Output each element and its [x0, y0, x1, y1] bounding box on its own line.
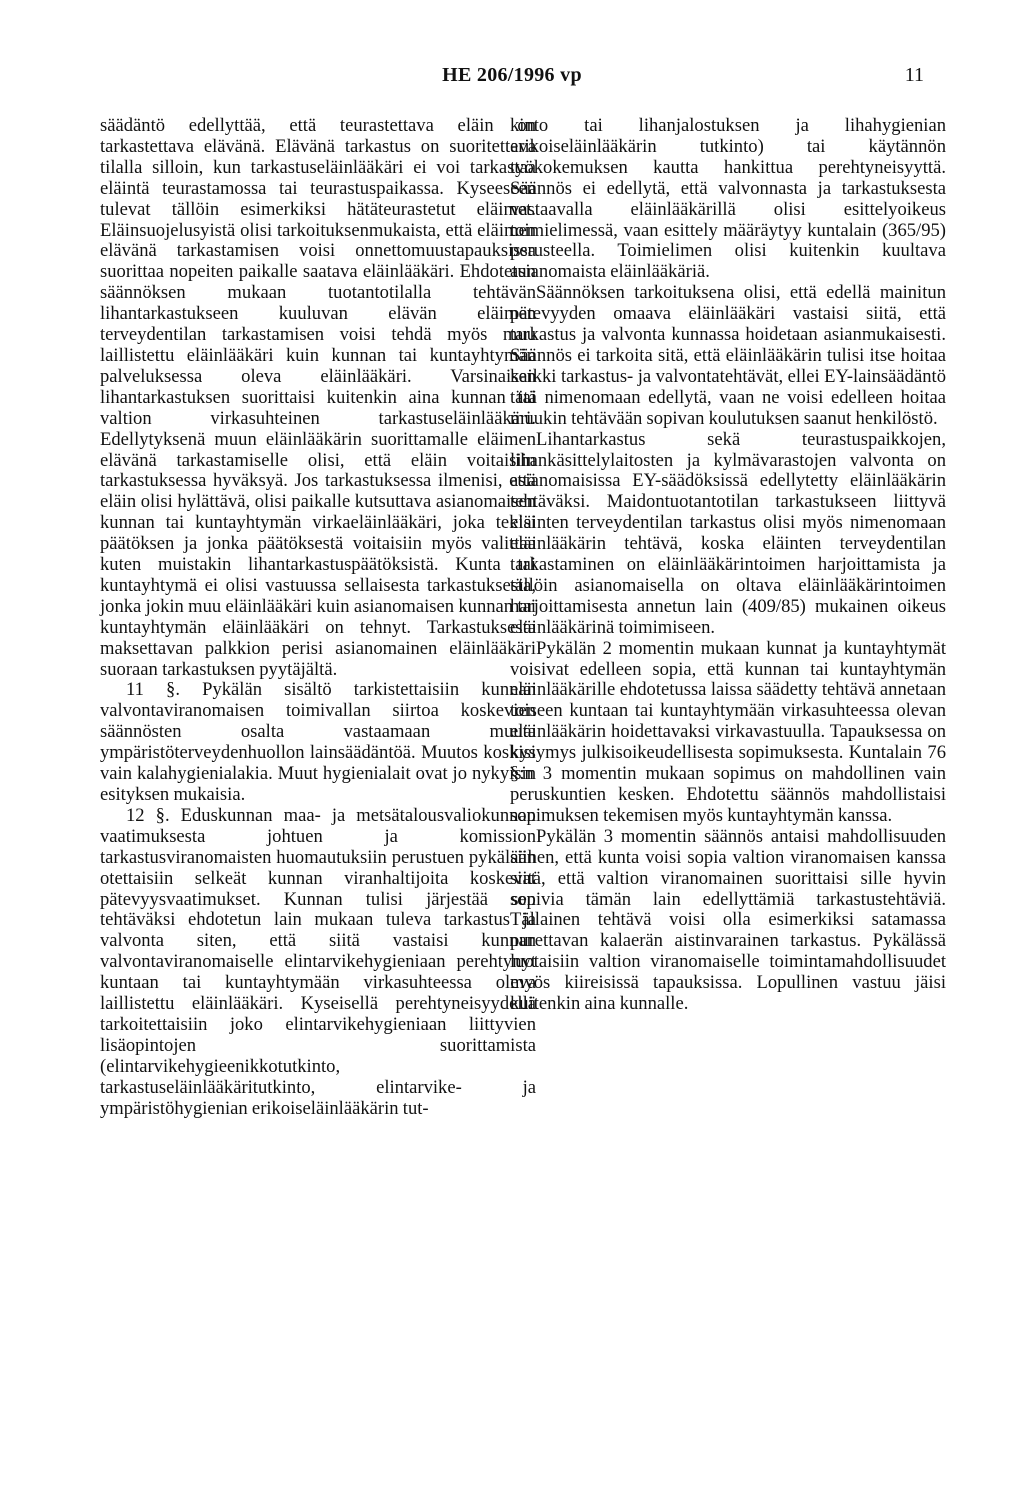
paragraph: Lihantarkastus sekä teurastuspaikkojen, lihankäsittelylaitosten ja kylmävarastojen valvonta on asianomaisissa EY-säädöksissä edellytetty eläinlääkärin tehtäväksi. Maidontuotantotilan tarkastukseen liittyvä eläinten terveydentilan tarkastus olisi myös nimenomaan eläinlääkärin tehtävä, koska eläinten terveydentilan tarkastaminen on eläinlääkärintoimen harjoittamista ja tällöin asianomaisella on oltava eläinlääkärintoimen harjoittamisesta annetun lain (409/85) mukainen oikeus eläinlääkärinä toimimiseen. [510, 428, 946, 638]
left-column [100, 116, 536, 1120]
paragraph: Pykälän 3 momentin säännös antaisi mahdollisuuden siihen, että kunta voisi sopia valtion viranomaisen kanssa siitä, että valtion viranomainen suorittaisi sille hyvin sopivia tämän lain edellyttämiä tarkastustehtäviä. Tällainen tehtävä voisi olla esimerkiksi satamassa purettavan kalaerän aistinvarainen tarkastus. Pykälässä luotaisiin valtion viranomaiselle toimintamahdollisuudet myös kiireisissä tapauksissa. Lopullinen vastuu jäisi kuitenkin aina kunnalle. [510, 825, 946, 1015]
page-header [0, 60, 1024, 90]
paragraph: 11 §. Pykälän sisältö tarkistettaisiin kunnan valvontaviranomaisen toimivallan siirtoa koskevien säännösten osalta vastaamaan muuta ympäristöterveydenhuollon lainsäädäntöä. Muutos koskisi vain kalahygienialakia. Muut hygienialait ovat jo nykyisin esityksen mukaisia. [100, 679, 536, 805]
paragraph: Säännöksen tarkoituksena olisi, että edellä mainitun pätevyyden omaava eläinlääkäri vastaisi siitä, että tarkastus ja valvonta kunnassa hoidetaan asianmukaisesti. Säännös ei tarkoita sitä, että eläinlääkärin tulisi itse hoitaa kaikki tarkastus- ja valvontatehtävät, ellei EY-lainsäädäntö tätä nimenomaan edellytä, vaan ne voisi edelleen hoitaa muukin tehtävään sopivan koulutuksen saanut henkilöstö. [510, 282, 946, 429]
page-number: 11 [904, 64, 924, 86]
right-column [510, 116, 946, 1015]
paragraph: Pykälän 2 momentin mukaan kunnat ja kuntayhtymät voisivat edelleen sopia, että kunnan tai kuntayhtymän eläinlääkärille ehdotetussa laissa säädetty tehtävä annetaan toiseen kuntaan tai kuntayhtymään virkasuhteessa olevan eläinlääkärin hoidettavaksi virkavastuulla. Tapauksessa on kysymys julkisoikeudellisesta sopimuksesta. Kuntalain 76 §:n 3 momentin mukaan sopimus on mahdollinen vain peruskuntien kesken. Ehdotettu säännös mahdollistaisi sopimuksen tekemisen myös kuntayhtymän kanssa. [510, 637, 946, 826]
paragraph: säädäntö edellyttää, että teurastettava eläin on tarkastettava elävänä. Elävänä tarkastus on suoritettava tilalla silloin, kun tarkastuseläinlääkäri ei voi tarkastaa eläintä teurastamossa tai teurastuspaikassa. Kyseeseen tulevat tällöin esimerkiksi hätäteurastetut eläimet. Eläinsuojelusyistä olisi tarkoituksenmukaista, että eläimen elävänä tarkastamisen voisi onnettomuustapauksissa suorittaa nopeiten paikalle saatava eläinlääkäri. Ehdotetun säännöksen mukaan tuotantotilalla tehtävän lihantarkastukseen kuuluvan elävän eläimen terveydentilan tarkastamisen voisi tehdä myös muu laillistettu eläinlääkäri kuin kunnan tai kuntayhtymän palveluksessa oleva eläinlääkäri. Varsinaisen lihantarkastuksen suorittaisi kuitenkin aina kunnan tai valtion virkasuhteinen tarkastuseläinlääkäri. Edellytyksenä muun eläinlääkärin suorittamalle eläimen elävänä tarkastamiselle olisi, että eläin voitaisiin tarkastuksessa hyväksyä. Jos tarkastuksessa ilmenisi, että eläin olisi hylättävä, olisi paikalle kutsuttava asianomaisen kunnan tai kuntayhtymän virkaeläinlääkäri, joka tekisi päätöksen ja jonka päätöksestä voitaisiin myös valittaa kuten muistakin lihantarkastuspäätöksistä. Kunta tai kuntayhtymä ei olisi vastuussa sellaisesta tarkastuksesta, jonka jokin muu eläinlääkäri kuin asianomaisen kunnan tai kuntayhtymän eläinlääkäri on tehnyt. Tarkastuksesta maksettavan palkkion perisi asianomainen eläinlääkäri suoraan tarkastuksen pyytäjältä. [100, 115, 536, 680]
paragraph: kinto tai lihanjalostuksen ja lihahygienian erikoiseläinlääkärin tutkinto) tai käytännön työkokemuksen kautta hankittua perehtyneisyyttä. Säännös ei edellytä, että valvonnasta ja tarkastuksesta vastaavalla eläinlääkärillä olisi esittelyoikeus toimielimessä, vaan esittely määräytyy kuntalain (365/95) perusteella. Toimielimen olisi kuitenkin kuultava asianomaista eläinlääkäriä. [510, 115, 946, 283]
paragraph: 12 §. Eduskunnan maa- ja metsätalousvaliokunnan vaatimuksesta johtuen ja komission tarkastusviranomaisten huomautuksiin perustuen pykälään otettaisiin selkeät kunnan viranhaltijoita koskevat pätevyysvaatimukset. Kunnan tulisi järjestää sen tehtäväksi ehdotetun lain mukaan tuleva tarkastus ja valvonta siten, että siitä vastaisi kunnan valvontaviranomaiselle elintarvikehygieniaan perehtynyt kuntaan tai kuntayhtymään virkasuhteessa oleva laillistettu eläinlääkäri. Kyseisellä perehtyneisyydellä tarkoitettaisiin joko elintarvikehygieniaan liittyvien lisäopintojen suorittamista (elintarvikehygieenikkotutkinto, tarkastuseläinlääkäritutkinto, elintarvike- ja ympäristöhygienian erikoiseläinlääkärin tut- [100, 804, 536, 1119]
document-title: HE 206/1996 vp [442, 64, 582, 86]
